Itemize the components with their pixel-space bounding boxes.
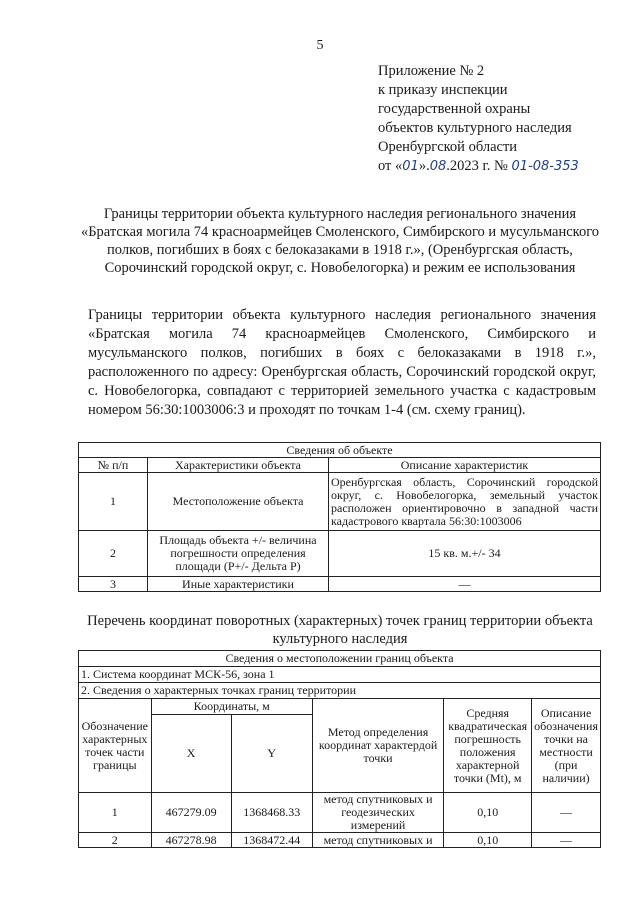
table-cell: 15 кв. м.+/- 34: [329, 531, 601, 577]
column-header: Средняя квадратическая погрешность положения характерной точки (Mt), м: [444, 699, 532, 793]
date-day-handwritten: 01: [402, 159, 419, 174]
coordinate-system: 1. Система координат МСК-56, зона 1: [79, 667, 601, 683]
document-heading: Границы территории объекта культурного наследия регионального значения «Братская могила 74 красноармейцев Смоленского, Симбирского и мусульманского полков, погибших в боях с белоказаками в 1918 г.», (Оренбургская область, Сорочинский городской округ, с. Новобелогорка) и режим ее использования: [80, 206, 600, 276]
column-header: Y: [231, 715, 312, 793]
order-number-handwritten: 01-08-353: [511, 159, 579, 174]
column-header: № п/п: [79, 458, 148, 473]
appendix-line: государственной охраны: [378, 101, 531, 117]
table-cell: Иные характеристики: [148, 577, 329, 592]
column-header: Характеристики объекта: [148, 458, 329, 473]
table-cell: 467278.98: [151, 833, 231, 848]
table-cell: 1368472.44: [231, 833, 312, 848]
appendix-line: Приложение № 2: [378, 63, 485, 79]
order-date-line: [378, 157, 579, 176]
table-cell: —: [532, 833, 601, 848]
column-header: Координаты, м: [151, 699, 312, 715]
column-header: Метод определения координат характердой точки: [312, 699, 443, 793]
date-prefix: от «: [378, 158, 403, 174]
points-section: 2. Сведения о характерных точках границ территории: [79, 683, 601, 699]
appendix-line: к приказу инспекции: [378, 82, 508, 98]
column-header: Обозначение характерных точек части границы: [79, 699, 152, 793]
table-cell: 2: [79, 531, 148, 577]
table-cell: 1368468.33: [231, 793, 312, 833]
page-number: 5: [316, 38, 324, 53]
date-year: .2023 г. №: [446, 158, 508, 174]
coordinates-table: [78, 650, 601, 848]
table-cell: Площадь объекта +/- величина погрешности определения площади (Р+/- Дельта Р): [148, 531, 329, 577]
table-cell: 3: [79, 577, 148, 592]
coord-table-title: Сведения о местоположении границ объекта: [79, 651, 601, 667]
table-cell: метод спутниковых и геодезических измерений: [312, 793, 443, 833]
table-cell: 1: [79, 793, 152, 833]
column-header: Описание характеристик: [329, 458, 601, 473]
coordinates-list-title: Перечень координат поворотных (характерных) точек границ территории объекта культурного наследия: [87, 613, 593, 647]
column-header: X: [151, 715, 231, 793]
boundary-paragraph: Границы территории объекта культурного наследия регионального значения «Братская могила 74 красноармейцев Смоленского, Симбирского и мусульманского полков, погибших в боях с белоказаками в 1918 г.», расположенного по адресу: Оренбургская область, Сорочинский городской округ, с. Новобелогорка, совпадают с территорией земельного участка с кадастровым номером 56:30:1003006:3 и проходят по точкам 1-4 (см. схему границ).: [88, 307, 596, 418]
table-cell: 1: [79, 473, 148, 531]
object-table-title: Сведения об объекте: [79, 443, 601, 458]
table-cell: Местоположение объекта: [148, 473, 329, 531]
date-sep: ».: [418, 158, 430, 174]
table-cell: —: [329, 577, 601, 592]
table-cell: 0,10: [444, 793, 532, 833]
column-header: Описание обозначения точки на местности (при наличии): [532, 699, 601, 793]
table-cell: —: [532, 793, 601, 833]
appendix-line: Оренбургской области: [378, 139, 518, 155]
date-month-handwritten: 08: [429, 159, 447, 174]
appendix-line: объектов культурного наследия: [378, 120, 572, 136]
table-cell: 467279.09: [151, 793, 231, 833]
table-cell: Оренбургская область, Сорочинский городской округ, с. Новобелогорка, земельный участок расположен ориентировочно в западной части кадастрового квартала 56:30:1003006: [329, 473, 601, 531]
object-info-table: [78, 442, 601, 592]
table-cell: 2: [79, 833, 152, 848]
table-cell: метод спутниковых и: [312, 833, 443, 848]
table-cell: 0,10: [444, 833, 532, 848]
appendix-block: [378, 62, 579, 176]
